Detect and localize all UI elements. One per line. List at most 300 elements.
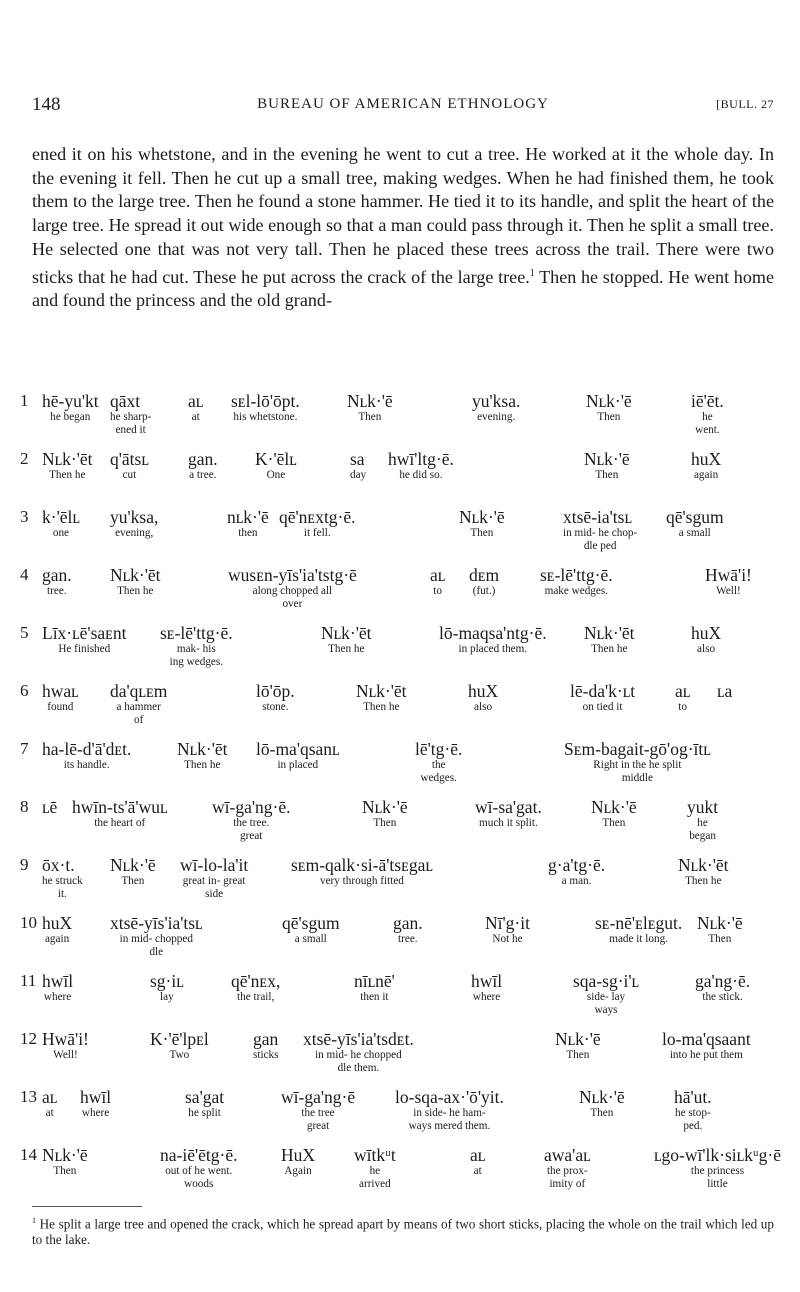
interlinear-line: [20, 565, 778, 623]
word-gloss-pair: [584, 449, 630, 482]
word-gloss-pair: [362, 797, 408, 830]
native-word: Nʟk·'ēt: [356, 681, 407, 701]
english-gloss: (fut.): [472, 585, 496, 597]
line-number: 6: [20, 681, 29, 700]
word-gloss-pair: [185, 1087, 224, 1120]
english-gloss: into he put them: [669, 1049, 743, 1061]
english-gloss: Then he: [328, 643, 365, 655]
native-word: sa: [350, 449, 365, 469]
word-gloss-pair: [544, 1145, 591, 1190]
english-gloss: mak- his ing wedges.: [169, 643, 224, 668]
word-gloss-pair: [42, 797, 57, 817]
interlinear-text: [20, 391, 781, 1203]
word-gloss-pair: [279, 507, 356, 540]
running-title: BUREAU OF AMERICAN ETHNOLOGY: [257, 96, 549, 112]
english-gloss: it fell.: [303, 527, 331, 539]
word-gloss-pair: [415, 739, 462, 784]
english-gloss: the princess little: [690, 1165, 745, 1190]
word-gloss-pair: [579, 1087, 625, 1120]
word-gloss-pair: [354, 1145, 396, 1190]
native-word: sᴇm-qalk·si-ā'tsᴇgaʟ: [291, 855, 433, 875]
english-gloss: cut: [122, 469, 137, 481]
word-gloss-pair: [388, 449, 454, 482]
native-word: HuX: [281, 1145, 316, 1165]
word-gloss-pair: [674, 1087, 712, 1132]
native-word: aʟ: [42, 1087, 58, 1107]
native-word: gan.: [188, 449, 218, 469]
english-gloss: Then: [121, 875, 145, 887]
interlinear-line: [20, 507, 778, 565]
native-word: xtsē-yīs'ia'tsdᴇt.: [303, 1029, 414, 1049]
native-word: K·'ēlʟ: [255, 449, 297, 469]
word-gloss-pair: [291, 855, 433, 888]
native-word: sa'gat: [185, 1087, 225, 1107]
english-gloss: Well!: [53, 1049, 78, 1061]
english-gloss: at: [473, 1165, 482, 1177]
word-gloss-pair: [691, 449, 721, 482]
english-gloss: day: [350, 469, 367, 481]
native-word: yu'ksa,: [110, 507, 159, 527]
word-gloss-pair: [227, 507, 269, 540]
line-number: 8: [20, 797, 29, 816]
native-word: gan: [253, 1029, 279, 1049]
word-gloss-pair: [439, 623, 547, 656]
english-gloss: in placed them.: [458, 643, 528, 655]
english-gloss: to: [433, 585, 442, 597]
native-word: hwīl: [42, 971, 74, 991]
english-gloss: where: [43, 991, 72, 1003]
native-word: na-iē'ētg·ē.: [160, 1145, 238, 1165]
word-gloss-pair: [472, 391, 520, 424]
native-word: aʟ: [470, 1145, 486, 1165]
word-gloss-pair: [160, 623, 233, 668]
word-gloss-pair: [110, 855, 156, 888]
line-number: 14: [20, 1145, 37, 1164]
native-word: hē-yu'kt: [42, 391, 99, 411]
line-number: 1: [20, 391, 29, 410]
english-gloss: much it split.: [479, 817, 538, 829]
native-word: wī-ga'ng·ē: [281, 1087, 356, 1107]
word-gloss-pair: [485, 913, 530, 946]
word-gloss-pair: [42, 1145, 88, 1178]
native-word: ʟa: [717, 681, 733, 701]
native-word: lō-maqsa'ntg·ē.: [439, 623, 547, 643]
native-word: Nʟk·'ēt: [42, 449, 93, 469]
english-gloss: in mid- chopped dle: [119, 933, 193, 958]
english-gloss: very through fitted: [320, 875, 404, 887]
word-gloss-pair: [231, 971, 280, 1004]
english-gloss: in mid- he chopped dle them.: [315, 1049, 402, 1074]
word-gloss-pair: [110, 507, 158, 540]
native-word: lē'tg·ē.: [415, 739, 463, 759]
footnote-divider: [32, 1206, 142, 1207]
native-word: hwī'ltg·ē.: [388, 449, 454, 469]
line-number: 5: [20, 623, 29, 642]
word-gloss-pair: [705, 565, 752, 598]
native-word: wī-ga'ng·ē.: [212, 797, 291, 817]
word-gloss-pair: [459, 507, 505, 540]
word-gloss-pair: [586, 391, 632, 424]
footnote-reference: 1: [529, 267, 535, 279]
word-gloss-pair: [356, 681, 407, 714]
native-word: huX: [691, 449, 722, 469]
word-gloss-pair: [591, 797, 637, 830]
word-gloss-pair: [177, 739, 228, 772]
footnote: [32, 1213, 774, 1248]
native-word: wītkᵘt: [354, 1145, 396, 1165]
word-gloss-pair: [42, 565, 72, 598]
word-gloss-pair: [255, 449, 297, 482]
english-gloss: lay: [160, 991, 174, 1003]
word-gloss-pair: [430, 565, 445, 598]
native-word: lē-da'k·ʟt: [570, 681, 636, 701]
english-gloss: Then: [597, 411, 621, 423]
native-word: lo-ma'qsaant: [662, 1029, 751, 1049]
english-gloss: Then: [373, 817, 397, 829]
native-word: sᴇ-lē'ttg·ē.: [540, 565, 613, 585]
native-word: lō-ma'qsanʟ: [256, 739, 340, 759]
english-gloss: Then he: [591, 643, 628, 655]
word-gloss-pair: [281, 1087, 355, 1132]
english-gloss: a man.: [561, 875, 592, 887]
english-gloss: at: [191, 411, 200, 423]
page-number: 148: [32, 94, 61, 115]
english-gloss: again: [44, 933, 70, 945]
native-word: hā'ut.: [674, 1087, 712, 1107]
english-gloss: to: [678, 701, 687, 713]
native-word: awa'aʟ: [544, 1145, 591, 1165]
page-header: [32, 94, 774, 118]
line-number: 12: [20, 1029, 37, 1048]
word-gloss-pair: [228, 565, 357, 610]
english-gloss: he began: [50, 411, 91, 423]
line-number: 10: [20, 913, 37, 932]
native-word: Sᴇm-bagait-gō'og·ītʟ: [564, 739, 711, 759]
english-gloss: a tree.: [189, 469, 217, 481]
english-gloss: along chopped all over: [252, 585, 333, 610]
native-word: Nʟk·'ē: [586, 391, 632, 411]
word-gloss-pair: [110, 391, 151, 436]
native-word: Nʟk·'ē: [555, 1029, 601, 1049]
english-gloss: Then: [595, 469, 619, 481]
english-gloss: Right in the he split middle: [593, 759, 682, 784]
english-gloss: Well!: [716, 585, 741, 597]
english-gloss: in side- he ham- ways mered them.: [408, 1107, 491, 1132]
english-gloss: the trail,: [237, 991, 275, 1003]
english-gloss: then: [238, 527, 258, 539]
native-word: huX: [691, 623, 722, 643]
english-gloss: Again: [284, 1165, 312, 1177]
native-word: gan.: [42, 565, 72, 585]
english-gloss: the stick.: [702, 991, 743, 1003]
native-word: yu'ksa.: [472, 391, 521, 411]
english-gloss: Not he: [492, 933, 523, 945]
native-word: hwīl: [471, 971, 503, 991]
word-gloss-pair: [573, 971, 639, 1016]
english-gloss: where: [81, 1107, 110, 1119]
word-gloss-pair: [548, 855, 605, 888]
native-word: k·'ēlʟ: [42, 507, 80, 527]
native-word: aʟ: [188, 391, 204, 411]
word-gloss-pair: [563, 507, 637, 552]
native-word: sᴇl-lō'ōpt.: [231, 391, 300, 411]
bulletin-reference: [BULL. 27: [716, 97, 774, 111]
native-word: nʟk·'ē: [227, 507, 269, 527]
word-gloss-pair: [212, 797, 290, 842]
native-word: hwaʟ: [42, 681, 79, 701]
word-gloss-pair: [180, 855, 248, 900]
interlinear-line: [20, 797, 778, 855]
native-word: sqa-sg·i'ʟ: [573, 971, 640, 991]
english-gloss: on tied it: [582, 701, 623, 713]
word-gloss-pair: [42, 855, 83, 900]
english-gloss: Then: [53, 1165, 77, 1177]
native-word: da'qʟᴇm: [110, 681, 168, 701]
english-gloss: he split: [188, 1107, 221, 1119]
native-word: qē'nᴇx,: [231, 971, 281, 991]
english-gloss: the tree great: [301, 1107, 335, 1132]
english-gloss: make wedges.: [544, 585, 608, 597]
word-gloss-pair: [675, 681, 690, 714]
english-gloss: he did so.: [399, 469, 443, 481]
line-number: 13: [20, 1087, 37, 1106]
word-gloss-pair: [717, 681, 732, 701]
word-gloss-pair: [188, 449, 218, 482]
native-word: Nʟk·'ēt: [110, 565, 161, 585]
english-gloss: his whetstone.: [233, 411, 298, 423]
native-word: gan.: [393, 913, 423, 933]
english-gloss: he sharp- ened it: [110, 411, 152, 436]
word-gloss-pair: [42, 739, 131, 772]
word-gloss-pair: [282, 913, 340, 946]
native-word: huX: [468, 681, 499, 701]
word-gloss-pair: [691, 391, 724, 436]
english-gloss: Then: [358, 411, 382, 423]
word-gloss-pair: [42, 681, 79, 714]
native-word: Nʟk·'ēt: [678, 855, 729, 875]
translation-text: ened it on his whetstone, and in the evening he went to cut a tree. He worked at it the whole day. In the evening it fell. Then he cut up a small tree, making wedges. When he had finished them, he took them to the large tree. Then he found a stone hammer. He tied it to its handle, and split the heart of the large tree. He spread it out wide enough so that a man could pass through it. Then he split a small tree. He selected one that was not very tall. Then he placed these trees across the trail. There were two sticks that he had cut. These he put across the crack of the large tree.: [32, 144, 774, 287]
line-number: 11: [20, 971, 37, 990]
native-word: sᴇ-nē'ᴇlᴇgut.: [595, 913, 683, 933]
english-gloss: Then: [708, 933, 732, 945]
english-gloss: also: [697, 643, 716, 655]
native-word: K·'ē'lpᴇl: [150, 1029, 209, 1049]
english-gloss: He finished: [58, 643, 111, 655]
english-gloss: side- lay ways: [586, 991, 626, 1016]
line-number: 7: [20, 739, 29, 758]
english-gloss: Then he: [117, 585, 154, 597]
english-gloss: Then: [566, 1049, 590, 1061]
english-gloss: the tree. great: [233, 817, 270, 842]
word-gloss-pair: [253, 1029, 278, 1062]
line-number: 2: [20, 449, 29, 468]
word-gloss-pair: [570, 681, 635, 714]
english-gloss: a small: [678, 527, 711, 539]
english-gloss: in mid- he chop- dle ped: [563, 527, 638, 552]
english-gloss: tree.: [47, 585, 67, 597]
english-gloss: One: [266, 469, 286, 481]
word-gloss-pair: [354, 971, 395, 1004]
word-gloss-pair: [691, 623, 721, 656]
native-word: Hwā'i!: [705, 565, 752, 585]
word-gloss-pair: [110, 449, 149, 482]
english-gloss: the heart of: [94, 817, 146, 829]
line-number: 4: [20, 565, 29, 584]
word-gloss-pair: [695, 971, 750, 1004]
english-gloss: found: [47, 701, 74, 713]
native-word: Nʟk·'ē: [697, 913, 743, 933]
footnote-text: He split a large tree and opened the crack, which he spread apart by means of two short sticks, placing the whole on the trail which led up to the lake.: [32, 1216, 774, 1248]
native-word: ʟē: [42, 797, 58, 817]
english-gloss: Then he: [363, 701, 400, 713]
native-word: Nī'g·it: [485, 913, 530, 933]
word-gloss-pair: [303, 1029, 414, 1074]
word-gloss-pair: [469, 565, 499, 598]
english-gloss: at: [45, 1107, 54, 1119]
translation-text-continued: Then he stopped. He went home and found the princess and the old grand-: [32, 266, 774, 311]
native-word: sg·iʟ: [150, 971, 184, 991]
english-gloss: Two: [169, 1049, 190, 1061]
interlinear-line: [20, 623, 778, 681]
word-gloss-pair: [80, 1087, 111, 1120]
word-gloss-pair: [42, 391, 99, 424]
interlinear-line: [20, 1087, 778, 1145]
word-gloss-pair: [595, 913, 682, 946]
english-gloss: stone.: [262, 701, 289, 713]
english-gloss: he began: [689, 817, 716, 842]
native-word: aʟ: [675, 681, 691, 701]
interlinear-line: [20, 1029, 778, 1087]
english-gloss: evening,: [115, 527, 154, 539]
native-word: wusᴇn-yīs'ia'tstg·ē: [228, 565, 357, 585]
native-word: yukt: [687, 797, 719, 817]
word-gloss-pair: [471, 971, 502, 1004]
footnote-marker: 1: [32, 1216, 36, 1225]
line-number: 3: [20, 507, 29, 526]
native-word: ōx·t.: [42, 855, 75, 875]
native-word: Nʟk·'ē: [42, 1145, 88, 1165]
word-gloss-pair: [468, 681, 498, 714]
native-word: ga'ng·ē.: [695, 971, 751, 991]
interlinear-line: [20, 739, 778, 797]
word-gloss-pair: [555, 1029, 601, 1062]
native-word: hwīl: [80, 1087, 112, 1107]
word-gloss-pair: [42, 507, 80, 540]
word-gloss-pair: [42, 1087, 57, 1120]
native-word: hwīn-ts'ā'wuʟ: [72, 797, 168, 817]
word-gloss-pair: [42, 1029, 89, 1062]
english-gloss: in placed: [277, 759, 319, 771]
english-gloss: one: [52, 527, 70, 539]
word-gloss-pair: [540, 565, 613, 598]
native-word: Nʟk·'ē: [459, 507, 505, 527]
english-gloss: evening.: [477, 411, 516, 423]
english-gloss: a small: [294, 933, 327, 945]
native-word: Nʟk·'ē: [347, 391, 393, 411]
interlinear-line: [20, 855, 778, 913]
english-gloss: out of he went. woods: [165, 1165, 233, 1190]
native-word: xtsē-ia'tsʟ: [563, 507, 632, 527]
word-gloss-pair: [150, 971, 184, 1004]
native-word: Nʟk·'ē: [584, 449, 630, 469]
word-gloss-pair: [470, 1145, 485, 1178]
english-gloss: then it: [360, 991, 389, 1003]
native-word: Nʟk·'ē: [591, 797, 637, 817]
english-gloss: its handle.: [63, 759, 110, 771]
word-gloss-pair: [564, 739, 711, 784]
native-word: Nʟk·'ē: [110, 855, 156, 875]
word-gloss-pair: [347, 391, 393, 424]
native-word: lo-sqa-ax·'ō'yit.: [395, 1087, 504, 1107]
word-gloss-pair: [654, 1145, 781, 1190]
english-gloss: Then: [602, 817, 626, 829]
native-word: Līx·ʟē'saᴇnt: [42, 623, 127, 643]
interlinear-line: [20, 971, 778, 1029]
word-gloss-pair: [110, 565, 161, 598]
english-gloss: a hammer of: [116, 701, 161, 726]
word-gloss-pair: [160, 1145, 237, 1190]
native-word: aʟ: [430, 565, 446, 585]
native-word: Nʟk·'ē: [579, 1087, 625, 1107]
word-gloss-pair: [110, 681, 167, 726]
native-word: dᴇm: [469, 565, 500, 585]
native-word: lō'ōp.: [256, 681, 295, 701]
english-gloss: Then he: [49, 469, 86, 481]
native-word: ʟgo-wī'lk·siʟkᵘg·ē: [654, 1145, 781, 1165]
word-gloss-pair: [666, 507, 724, 540]
native-word: wī-sa'gat.: [475, 797, 542, 817]
native-word: q'ātsʟ: [110, 449, 149, 469]
native-word: Nʟk·'ē: [362, 797, 408, 817]
english-gloss: the prox- imity of: [546, 1165, 588, 1190]
native-word: nīʟnē': [354, 971, 395, 991]
native-word: qē'sgum: [666, 507, 724, 527]
word-gloss-pair: [42, 971, 73, 1004]
interlinear-line: [20, 681, 778, 739]
translation-paragraph: [32, 143, 774, 313]
word-gloss-pair: [42, 449, 93, 482]
english-gloss: Then he: [184, 759, 221, 771]
word-gloss-pair: [188, 391, 203, 424]
word-gloss-pair: [662, 1029, 751, 1062]
native-word: qē'sgum: [282, 913, 340, 933]
native-word: Hwā'i!: [42, 1029, 89, 1049]
english-gloss: tree.: [398, 933, 418, 945]
native-word: ha-lē-d'ā'dᴇt.: [42, 739, 132, 759]
word-gloss-pair: [281, 1145, 315, 1178]
word-gloss-pair: [321, 623, 372, 656]
native-word: wī-lo-la'it: [180, 855, 249, 875]
word-gloss-pair: [72, 797, 167, 830]
word-gloss-pair: [678, 855, 729, 888]
english-gloss: Then he: [685, 875, 722, 887]
native-word: Nʟk·'ēt: [321, 623, 372, 643]
word-gloss-pair: [42, 623, 127, 656]
word-gloss-pair: [393, 913, 423, 946]
interlinear-line: [20, 391, 778, 449]
word-gloss-pair: [256, 739, 340, 772]
native-word: iē'ēt.: [691, 391, 724, 411]
interlinear-line: [20, 1145, 781, 1203]
english-gloss: Then: [590, 1107, 614, 1119]
interlinear-line: [20, 913, 778, 971]
english-gloss: Then: [470, 527, 494, 539]
english-gloss: he struck it.: [42, 875, 83, 900]
word-gloss-pair: [231, 391, 300, 424]
english-gloss: again: [693, 469, 719, 481]
interlinear-line: [20, 449, 778, 507]
word-gloss-pair: [42, 913, 72, 946]
